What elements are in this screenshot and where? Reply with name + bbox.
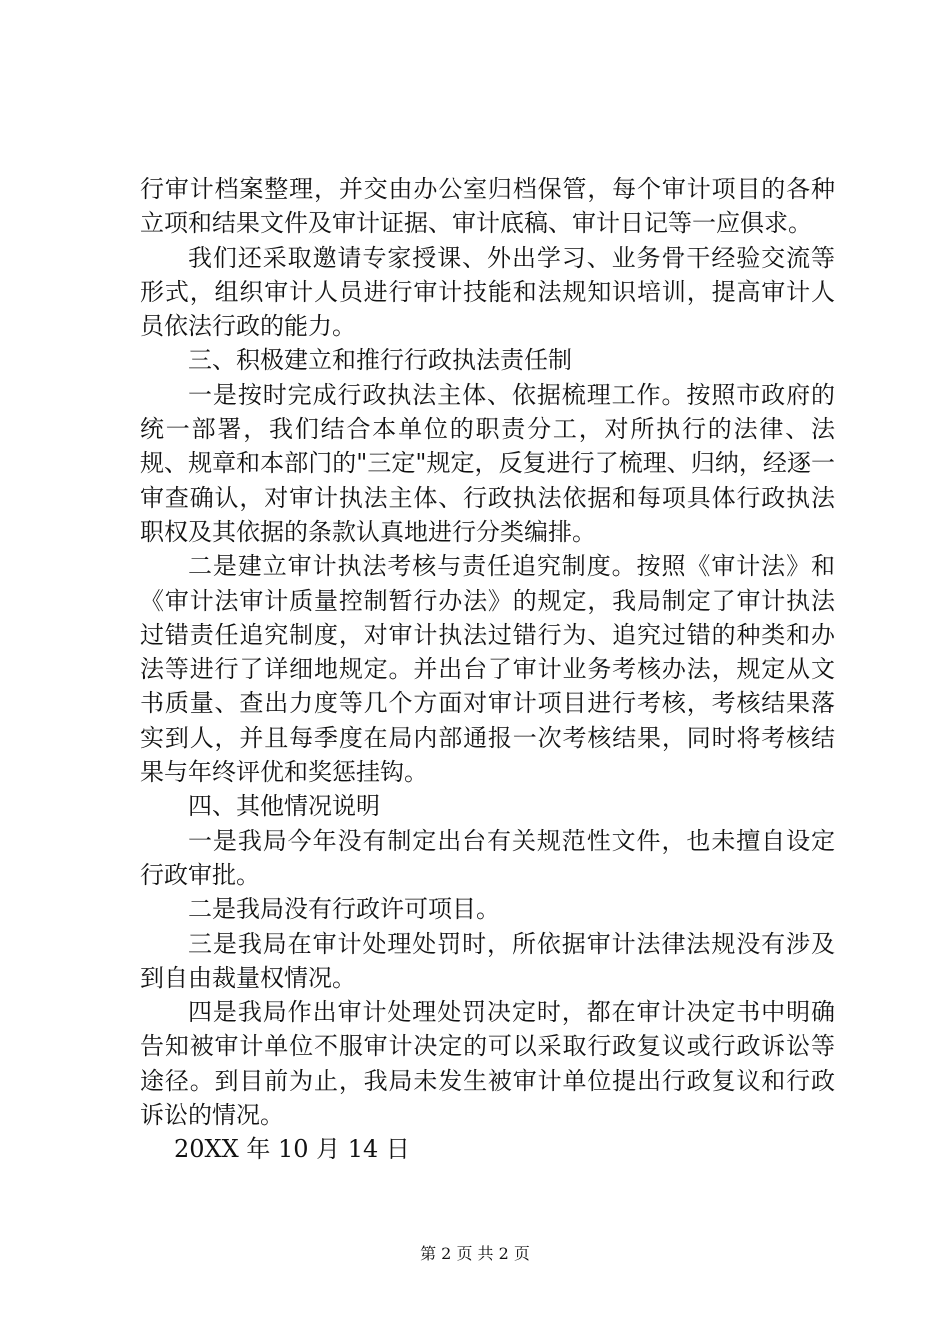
section-heading-4: 四、其他情况说明 xyxy=(188,792,380,821)
accountability-paragraph: 二是建立审计执法考核与责任追究制度。按照《审计法》和《审计法审计质量控制暂行办法》的规定，我局制定了审计执法过错责任追究制度，对审计执法过错行为、追究过错的种类和办法等进行了详细地规定。并出台了审计业务考核办法，规定从文书质量、查出力度等几个方面对审计项目进行考核，考核结果落实到人，并且每季度在局内部通报一次考核结果，同时将考核结果与年终评优和奖惩挂钩。 xyxy=(140,552,835,787)
other-item-4: 四是我局作出审计处理处罚决定时，都在审计决定书中明确告知被审计单位不服审计决定的可以采取行政复议或行政诉讼等途径。到目前为止，我局未发生被审计单位提出行政复议和行政诉讼的情况。 xyxy=(140,998,835,1130)
other-item-3: 三是我局在审计处理处罚时，所依据审计法律法规没有涉及到自由裁量权情况。 xyxy=(140,929,835,992)
document-date: 20XX 年 10 月 14 日 xyxy=(174,1135,410,1164)
enforcement-basis-paragraph: 一是按时完成行政执法主体、依据梳理工作。按照市政府的统一部署，我们结合本单位的职责分工，对所执行的法律、法规、规章和本部门的"三定"规定，反复进行了梳理、归纳，经逐一审查确认，对审计执法主体、行政执法依据和每项具体行政执法职权及其依据的条款认真地进行分类编排。 xyxy=(140,380,835,546)
continued-paragraph: 行审计档案整理，并交由办公室归档保管，每个审计项目的各种立项和结果文件及审计证据、审计底稿、审计日记等一应俱求。 xyxy=(140,175,835,238)
document-body xyxy=(140,172,835,1167)
other-item-2: 二是我局没有行政许可项目。 xyxy=(188,895,500,924)
page-footer: 第 2 页 共 2 页 xyxy=(420,1244,530,1263)
training-paragraph: 我们还采取邀请专家授课、外出学习、业务骨干经验交流等形式，组织审计人员进行审计技能和法规知识培训，提高审计人员依法行政的能力。 xyxy=(140,243,835,341)
other-item-1: 一是我局今年没有制定出台有关规范性文件，也未擅自设定行政审批。 xyxy=(140,826,835,889)
section-heading-3: 三、积极建立和推行行政执法责任制 xyxy=(188,346,572,375)
